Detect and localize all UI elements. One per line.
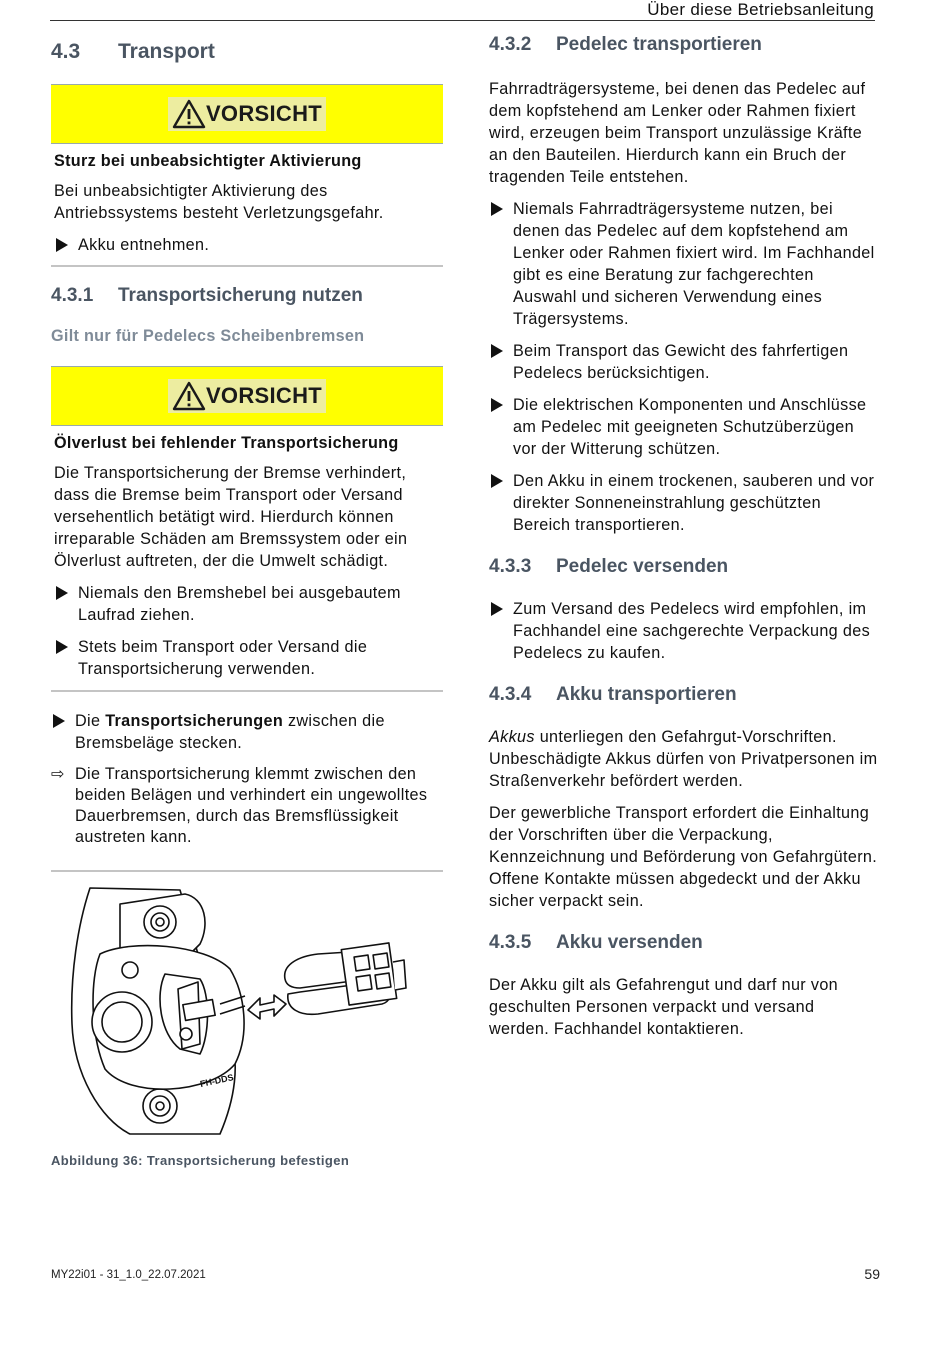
right-column: [489, 30, 881, 1040]
warning-text: Die Transportsicherung der Bremse verhindert, dass die Bremse beim Transport oder Versand versehentlich betätigt wird. Hierdurch können irreparable Schäden am Bremssystem oder ein Ölverlust auftreten, der die Umwelt schädigt.: [54, 464, 408, 570]
list-item-text: Den Akku in einem trockenen, sauberen und vor direkter Sonneneinstrahlung geschützten Bereich transportieren.: [513, 472, 875, 534]
section-title: Akku versenden: [556, 932, 703, 953]
left-column: [51, 30, 443, 872]
action-text: Stets beim Transport oder Versand die Transportsicherung verwenden.: [78, 638, 368, 678]
paragraph: [489, 726, 881, 792]
brake-caliper-illustration: [60, 884, 442, 1136]
paragraph: Der Akku gilt als Gefahrengut und darf nur von geschulten Personen verpackt und versand werden. Fachhandel kontaktieren.: [489, 976, 839, 1038]
list-item: [489, 394, 881, 460]
section-intro: Fahrradträgersysteme, bei denen das Pedelec auf dem kopfstehend am Lenker oder Rahmen fixiert wird, erzeugen beim Transport unzulässige Kräfte an den Bauteilen. Hierdurch kann ein Bruch der tragenden Teile entstehen.: [489, 80, 866, 186]
action-triangle-icon: [489, 340, 513, 362]
warning-banner: [51, 366, 443, 426]
italic-term: Akkus: [489, 728, 535, 746]
warning-title: Ölverlust bei fehlender Transportsicherung: [54, 434, 399, 452]
section-number: 4.3.5: [489, 932, 532, 953]
warning-signal-word: VORSICHT: [205, 383, 323, 408]
warning-title: Sturz bei unbeabsichtigter Aktivierung: [54, 152, 362, 170]
warning-triangle-icon: [172, 381, 206, 411]
scope-note: Gilt nur für Pedelecs Scheibenbremsen: [51, 327, 365, 345]
action-text: Niemals den Bremshebel bei ausgebautem Laufrad ziehen.: [78, 584, 401, 624]
instruction-result: [51, 764, 443, 848]
section-number: 4.3.2: [489, 34, 532, 55]
section-heading-4-3-2: [489, 30, 881, 60]
list-item: [489, 198, 881, 330]
caliper-code-label: FH-DDS: [199, 1072, 235, 1090]
step-text-post: zwischen die Bremsbeläge stecken.: [75, 712, 385, 752]
figure-top-rule: [51, 870, 443, 872]
action-triangle-icon: [54, 234, 78, 256]
warning-label-box: [168, 379, 326, 413]
step-text: [75, 710, 435, 754]
list-item-text: Beim Transport das Gewicht des fahrfertigen Pedelecs berücksichtigen.: [513, 342, 849, 382]
running-header: Über diese Betriebsanleitung: [647, 0, 874, 19]
list-item: [489, 340, 881, 384]
list-item: [489, 598, 881, 664]
list-item-text: Zum Versand des Pedelecs wird empfohlen, im Fachhandel eine sachgerechte Verpackung des Pedelecs zu kaufen.: [513, 600, 871, 662]
figure-caption: Abbildung 36: Transportsicherung befestigen: [51, 1153, 350, 1168]
section-title: Pedelec transportieren: [556, 34, 762, 55]
section-heading-4-3-3: [489, 556, 881, 578]
instruction-step: [51, 710, 443, 754]
warning-action: [51, 582, 443, 626]
section-title: Transportsicherung nutzen: [118, 285, 363, 306]
section-title: Pedelec versenden: [556, 556, 729, 577]
action-triangle-icon: [489, 470, 513, 492]
paragraph-text: unterliegen den Gefahrgut-Vorschriften. Unbeschädigte Akkus dürfen von Privatpersonen im Straßenverkehr befördert werden.: [489, 728, 878, 790]
header-rule: [50, 20, 875, 21]
action-triangle-icon: [489, 394, 513, 416]
footer-page-number: 59: [864, 1266, 880, 1282]
warning-text: Bei unbeabsichtigter Aktivierung des Antriebssystems besteht Verletzungsgefahr.: [54, 182, 384, 222]
warning-action: [51, 234, 443, 256]
warning-label-box: [168, 97, 326, 131]
section-number: 4.3.1: [51, 285, 94, 306]
warning-triangle-icon: [172, 99, 206, 129]
section-title: Transport: [118, 40, 215, 63]
step-text-bold: Transportsicherungen: [105, 712, 284, 730]
paragraph: Der gewerbliche Transport erfordert die Einhaltung der Vorschriften über die Verpackung, Kennzeichnung und Beförderung von Gefahrgütern. Offene Kontakte müssen abgedeckt und der Akku sicher verpackt sein.: [489, 804, 878, 910]
result-arrow-icon: ⇨: [51, 766, 65, 783]
section-heading-4-3: [51, 34, 443, 64]
action-triangle-icon: [54, 582, 78, 604]
footer-document-id: MY22i01 - 31_1.0_22.07.2021: [51, 1269, 206, 1281]
section-heading-4-3-4: [489, 684, 881, 706]
action-triangle-icon: [54, 636, 78, 658]
action-text: Akku entnehmen.: [78, 236, 210, 254]
step-text-pre: Die: [75, 712, 106, 730]
result-text: Die Transportsicherung klemmt zwischen den beiden Belägen und verhindert ein ungewolltes Dauerbremsen, durch das Bremsflüssigkeit austreten kann.: [75, 765, 428, 846]
list-item-text: Die elektrischen Komponenten und Anschlüsse am Pedelec mit geeigneten Schutzüberzügen vor der Witterung schützen.: [513, 396, 867, 458]
list-item-text: Niemals Fahrradträgersysteme nutzen, bei denen das Pedelec auf dem kopfstehend am Lenker oder Rahmen fixiert wird. Im Fachhandel gibt es eine Beratung zur fachgerechten Auswahl und sicheren Verwendung eines Trägersystems.: [513, 200, 875, 328]
action-triangle-icon: [51, 710, 75, 732]
section-heading-4-3-1: [51, 285, 443, 307]
warning-banner: [51, 84, 443, 144]
section-heading-4-3-5: [489, 932, 881, 954]
list-item: [489, 470, 881, 536]
section-number: 4.3.3: [489, 556, 532, 577]
warning-signal-word: VORSICHT: [205, 101, 323, 126]
section-title: Akku transportieren: [556, 684, 737, 705]
action-triangle-icon: [489, 198, 513, 220]
section-number: 4.3: [51, 40, 81, 63]
section-number: 4.3.4: [489, 684, 532, 705]
action-triangle-icon: [489, 598, 513, 620]
warning-action: [51, 636, 443, 680]
